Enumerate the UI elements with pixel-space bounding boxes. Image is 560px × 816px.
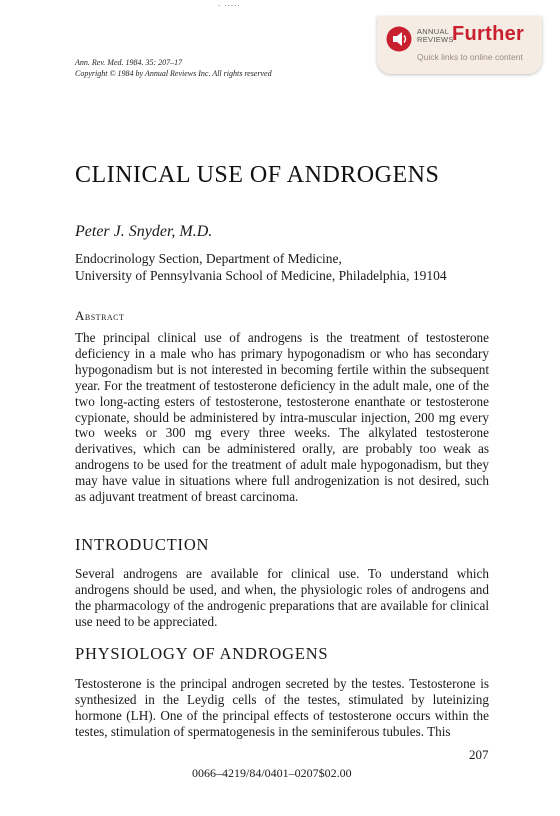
introduction-heading: INTRODUCTION [75, 535, 210, 554]
further-links-badge[interactable] [377, 16, 542, 74]
page-number: 207 [469, 747, 489, 762]
journal-citation: Ann. Rev. Med. 1984. 35: 207–17 [75, 58, 183, 67]
further-wordmark: Further [452, 23, 525, 45]
physiology-heading: PHYSIOLOGY OF ANDROGENS [75, 644, 329, 663]
abstract-heading: Abstract [75, 308, 125, 323]
copyright-notice: Copyright © 1984 by Annual Reviews Inc. All rights reserved [75, 69, 272, 78]
affiliation-line-2: University of Pennsylvania School of Medicine, Philadelphia, 19104 [75, 268, 447, 283]
speaker-icon [386, 26, 412, 52]
document-code: 0066–4219/84/0401–0207$02.00 [192, 766, 352, 780]
abstract-text: The principal clinical use of androgens is the treatment of testosterone deficiency in a male who has primary hypogonadism or who has secondary hypogonadism but is not interested in becoming fertile within the subsequent year. For the treatment of testosterone deficiency in the adult male, one of the two long-acting esters of testosterone, testosterone enanthate or testosterone cypionate, should be administered by intra-muscular injection, 200 mg every two weeks or 300 mg every three weeks. The alkylated testosterone derivatives, which can be administered orally, are probably too weak as androgens to be used for the treatment of adult male hypogonadism, but they may have value in situations where full androgenization is not desired, such as adjuvant treatment of breast carcinoma. [75, 330, 489, 505]
annual-reviews-wordmark: ANNUAL REVIEWS [417, 27, 454, 44]
scan-artifact: · ····· [218, 2, 241, 10]
author-name: Peter J. Snyder, M.D. [75, 223, 213, 240]
introduction-text: Several androgens are available for clinical use. To understand which androgens should be used, and when, the physiologic roles of androgens and the pharmacology of the androgenic preparations that are available for clinical use need to be appreciated. [75, 566, 489, 629]
affiliation-line-1: Endocrinology Section, Department of Medicine, [75, 251, 342, 266]
article-title: CLINICAL USE OF ANDROGENS [75, 162, 440, 188]
badge-subtitle: Quick links to online content [417, 52, 523, 62]
physiology-text: Testosterone is the principal androgen secreted by the testes. Testosterone is synthesized in the Leydig cells of the testes, stimulated by luteinizing hormone (LH). One of the principal effects of testosterone occurs within the testes, stimulation of spermatogenesis in the seminiferous tubules. This [75, 676, 489, 739]
